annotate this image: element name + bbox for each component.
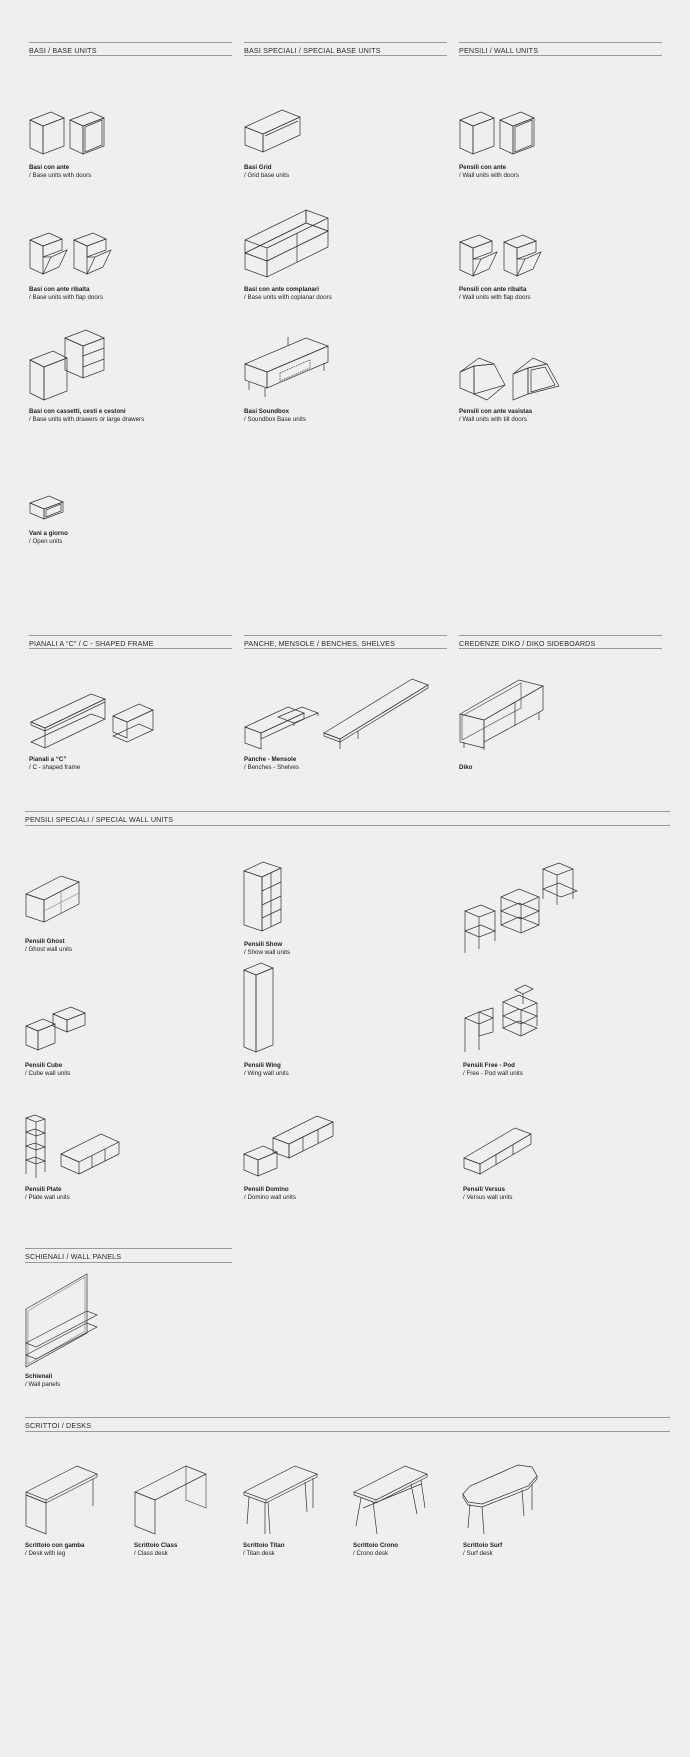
section-header-basi-speciali <box>244 42 447 56</box>
section-header-scrittoi <box>25 1417 670 1432</box>
caption-basi-grid <box>244 164 289 180</box>
item-subtitle: / C - shaped frame <box>29 764 81 771</box>
item-name: Pensili Cube <box>25 1062 63 1069</box>
item-subtitle: / Benches - Shelves <box>244 764 300 771</box>
caption-surf-desk <box>463 1542 502 1558</box>
item-name: Pensili con ante <box>459 164 507 171</box>
caption-domino <box>244 1186 296 1202</box>
section-title: PIANALI A “C” / C - SHAPED FRAME <box>29 639 154 648</box>
caption-basi-ribalta <box>29 286 103 302</box>
section-title: CREDENZE DIKO / DIKO SIDEBOARDS <box>459 639 596 648</box>
section-title: BASI SPECIALI / SPECIAL BASE UNITS <box>244 46 381 55</box>
caption-basi-soundbox <box>244 408 306 424</box>
surf-desk-illustration <box>462 1464 538 1536</box>
item-name: Panche - Mensole <box>244 756 297 763</box>
caption-titan-desk <box>243 1542 284 1558</box>
item-name: Basi con cassetti, cesti e cestoni <box>29 408 126 415</box>
crono-desk-illustration <box>353 1464 429 1536</box>
cube-illustration <box>25 1004 87 1052</box>
item-name: Scrittoio con gamba <box>25 1542 85 1549</box>
caption-basi-complanari <box>244 286 332 302</box>
item-name: Vani a giorno <box>29 530 68 537</box>
item-name: Pensili Wing <box>244 1062 281 1069</box>
item-name: Pensili con ante vasistas <box>459 408 533 415</box>
vani-illustration <box>29 493 65 521</box>
item-name: Pensili con ante ribalta <box>459 286 527 293</box>
item-subtitle: / Wall units with flap doors <box>459 294 531 301</box>
item-subtitle: / Free - Pod wall units <box>463 1070 523 1077</box>
item-name: Pensili Versus <box>463 1186 505 1193</box>
section-header-pianali <box>29 635 232 649</box>
freepod-top-illustration <box>463 861 579 957</box>
item-name: Scrittoio Class <box>134 1542 178 1549</box>
item-name: Diko <box>459 764 473 771</box>
item-name: Basi con ante <box>29 164 70 171</box>
item-name: Basi Soundbox <box>244 408 290 415</box>
caption-cube <box>25 1062 70 1078</box>
item-subtitle: / Wall units with tilt doors <box>459 416 527 423</box>
caption-pensili-vasistas <box>459 408 532 424</box>
caption-freepod <box>463 1062 523 1078</box>
item-subtitle: / Open units <box>29 538 63 545</box>
caption-crono-desk <box>353 1542 398 1558</box>
section-title: SCHIENALI / WALL PANELS <box>25 1252 122 1261</box>
caption-class-desk <box>134 1542 177 1558</box>
caption-ghost <box>25 938 72 954</box>
item-subtitle: / Show wall units <box>244 949 291 956</box>
panche-illustration <box>244 677 430 751</box>
item-subtitle: / Wall panels <box>25 1381 61 1388</box>
item-name: Scrittoio Titan <box>243 1542 285 1549</box>
diko-illustration <box>459 678 545 750</box>
item-subtitle: / Versus wall units <box>463 1194 513 1201</box>
versus-illustration <box>463 1124 533 1176</box>
class-desk-illustration <box>134 1464 208 1536</box>
item-subtitle: / Titan desk <box>243 1550 275 1557</box>
item-name: Basi con ante complanari <box>244 286 319 293</box>
item-name: Schienali <box>25 1373 53 1380</box>
item-name: Scrittoio Surf <box>463 1542 503 1549</box>
item-subtitle: / Wall units with doors <box>459 172 519 179</box>
basi-grid-illustration <box>244 107 304 155</box>
ghost-illustration <box>25 872 81 924</box>
desk-with-leg-illustration <box>25 1464 99 1536</box>
freepod-illustration <box>463 982 543 1054</box>
pensili-con-ante-illustration <box>459 108 539 156</box>
item-subtitle: / Plate wall units <box>25 1194 70 1201</box>
section-header-pensili <box>459 42 662 56</box>
section-title: PENSILI SPECIALI / SPECIAL WALL UNITS <box>25 815 174 824</box>
section-title: PENSILI / WALL UNITS <box>459 46 539 55</box>
section-header-credenze <box>459 635 662 649</box>
item-subtitle: / Domino wall units <box>244 1194 296 1201</box>
item-subtitle: / Cube wall units <box>25 1070 71 1077</box>
basi-cassetti-illustration <box>29 330 109 402</box>
caption-panche <box>244 756 299 772</box>
basi-complanari-illustration <box>244 209 330 279</box>
section-title: SCRITTOI / DESKS <box>25 1421 92 1430</box>
basi-soundbox-illustration <box>244 334 330 400</box>
section-title: PANCHE, MENSOLE / BENCHES, SHELVES <box>244 639 396 648</box>
item-name: Basi con ante ribalta <box>29 286 90 293</box>
caption-plate <box>25 1186 70 1202</box>
caption-vani <box>29 530 68 546</box>
plate-illustration <box>25 1114 121 1178</box>
caption-versus <box>463 1186 513 1202</box>
caption-basi-cassetti <box>29 408 144 424</box>
item-subtitle: / Ghost wall units <box>25 946 73 953</box>
caption-pensili-con-ante <box>459 164 519 180</box>
item-name: Scrittoio Crono <box>353 1542 399 1549</box>
item-subtitle: / Base units with doors <box>29 172 92 179</box>
item-name: Pensili Plate <box>25 1186 62 1193</box>
item-subtitle: / Base units with flap doors <box>29 294 103 301</box>
item-subtitle: / Base units with coplanar doors <box>244 294 332 301</box>
show-illustration <box>243 861 283 933</box>
item-subtitle: / Base units with drawers or large drawers <box>29 416 145 423</box>
item-name: Basi Grid <box>244 164 272 171</box>
wing-illustration <box>243 962 275 1054</box>
caption-wing <box>244 1062 289 1078</box>
caption-pensili-ribalta <box>459 286 531 302</box>
pensili-vasistas-illustration <box>459 356 563 402</box>
caption-show <box>244 941 290 957</box>
caption-pianali-c <box>29 756 80 772</box>
section-header-panche <box>244 635 447 649</box>
item-subtitle: / Desk with leg <box>25 1550 66 1557</box>
item-name: Pianali a “C” <box>29 756 67 763</box>
item-name: Pensili Show <box>244 941 283 948</box>
caption-basi-con-ante <box>29 164 91 180</box>
item-subtitle: / Class desk <box>134 1550 168 1557</box>
item-name: Pensili Free - Pod <box>463 1062 515 1069</box>
basi-con-ante-illustration <box>29 108 109 156</box>
section-header-pensili-speciali <box>25 811 670 826</box>
caption-desk-with-leg <box>25 1542 84 1558</box>
pensili-ribalta-illustration <box>459 232 549 280</box>
schienali-illustration <box>25 1273 99 1369</box>
section-header-schienali <box>25 1248 232 1263</box>
caption-diko <box>459 764 472 772</box>
domino-illustration <box>243 1112 335 1178</box>
section-header-basi <box>29 42 232 56</box>
item-name: Pensili Domino <box>244 1186 289 1193</box>
item-subtitle: / Crono desk <box>353 1550 389 1557</box>
titan-desk-illustration <box>243 1464 319 1536</box>
pianali-c-illustration <box>29 686 159 750</box>
caption-schienali <box>25 1373 60 1389</box>
item-subtitle: / Soundbox Base units <box>244 416 306 423</box>
item-subtitle: / Grid base units <box>244 172 290 179</box>
item-subtitle: / Wing wall units <box>244 1070 289 1077</box>
item-subtitle: / Surf desk <box>463 1550 493 1557</box>
basi-ribalta-illustration <box>29 230 119 278</box>
section-title: BASI / BASE UNITS <box>29 46 97 55</box>
item-name: Pensili Ghost <box>25 938 65 945</box>
